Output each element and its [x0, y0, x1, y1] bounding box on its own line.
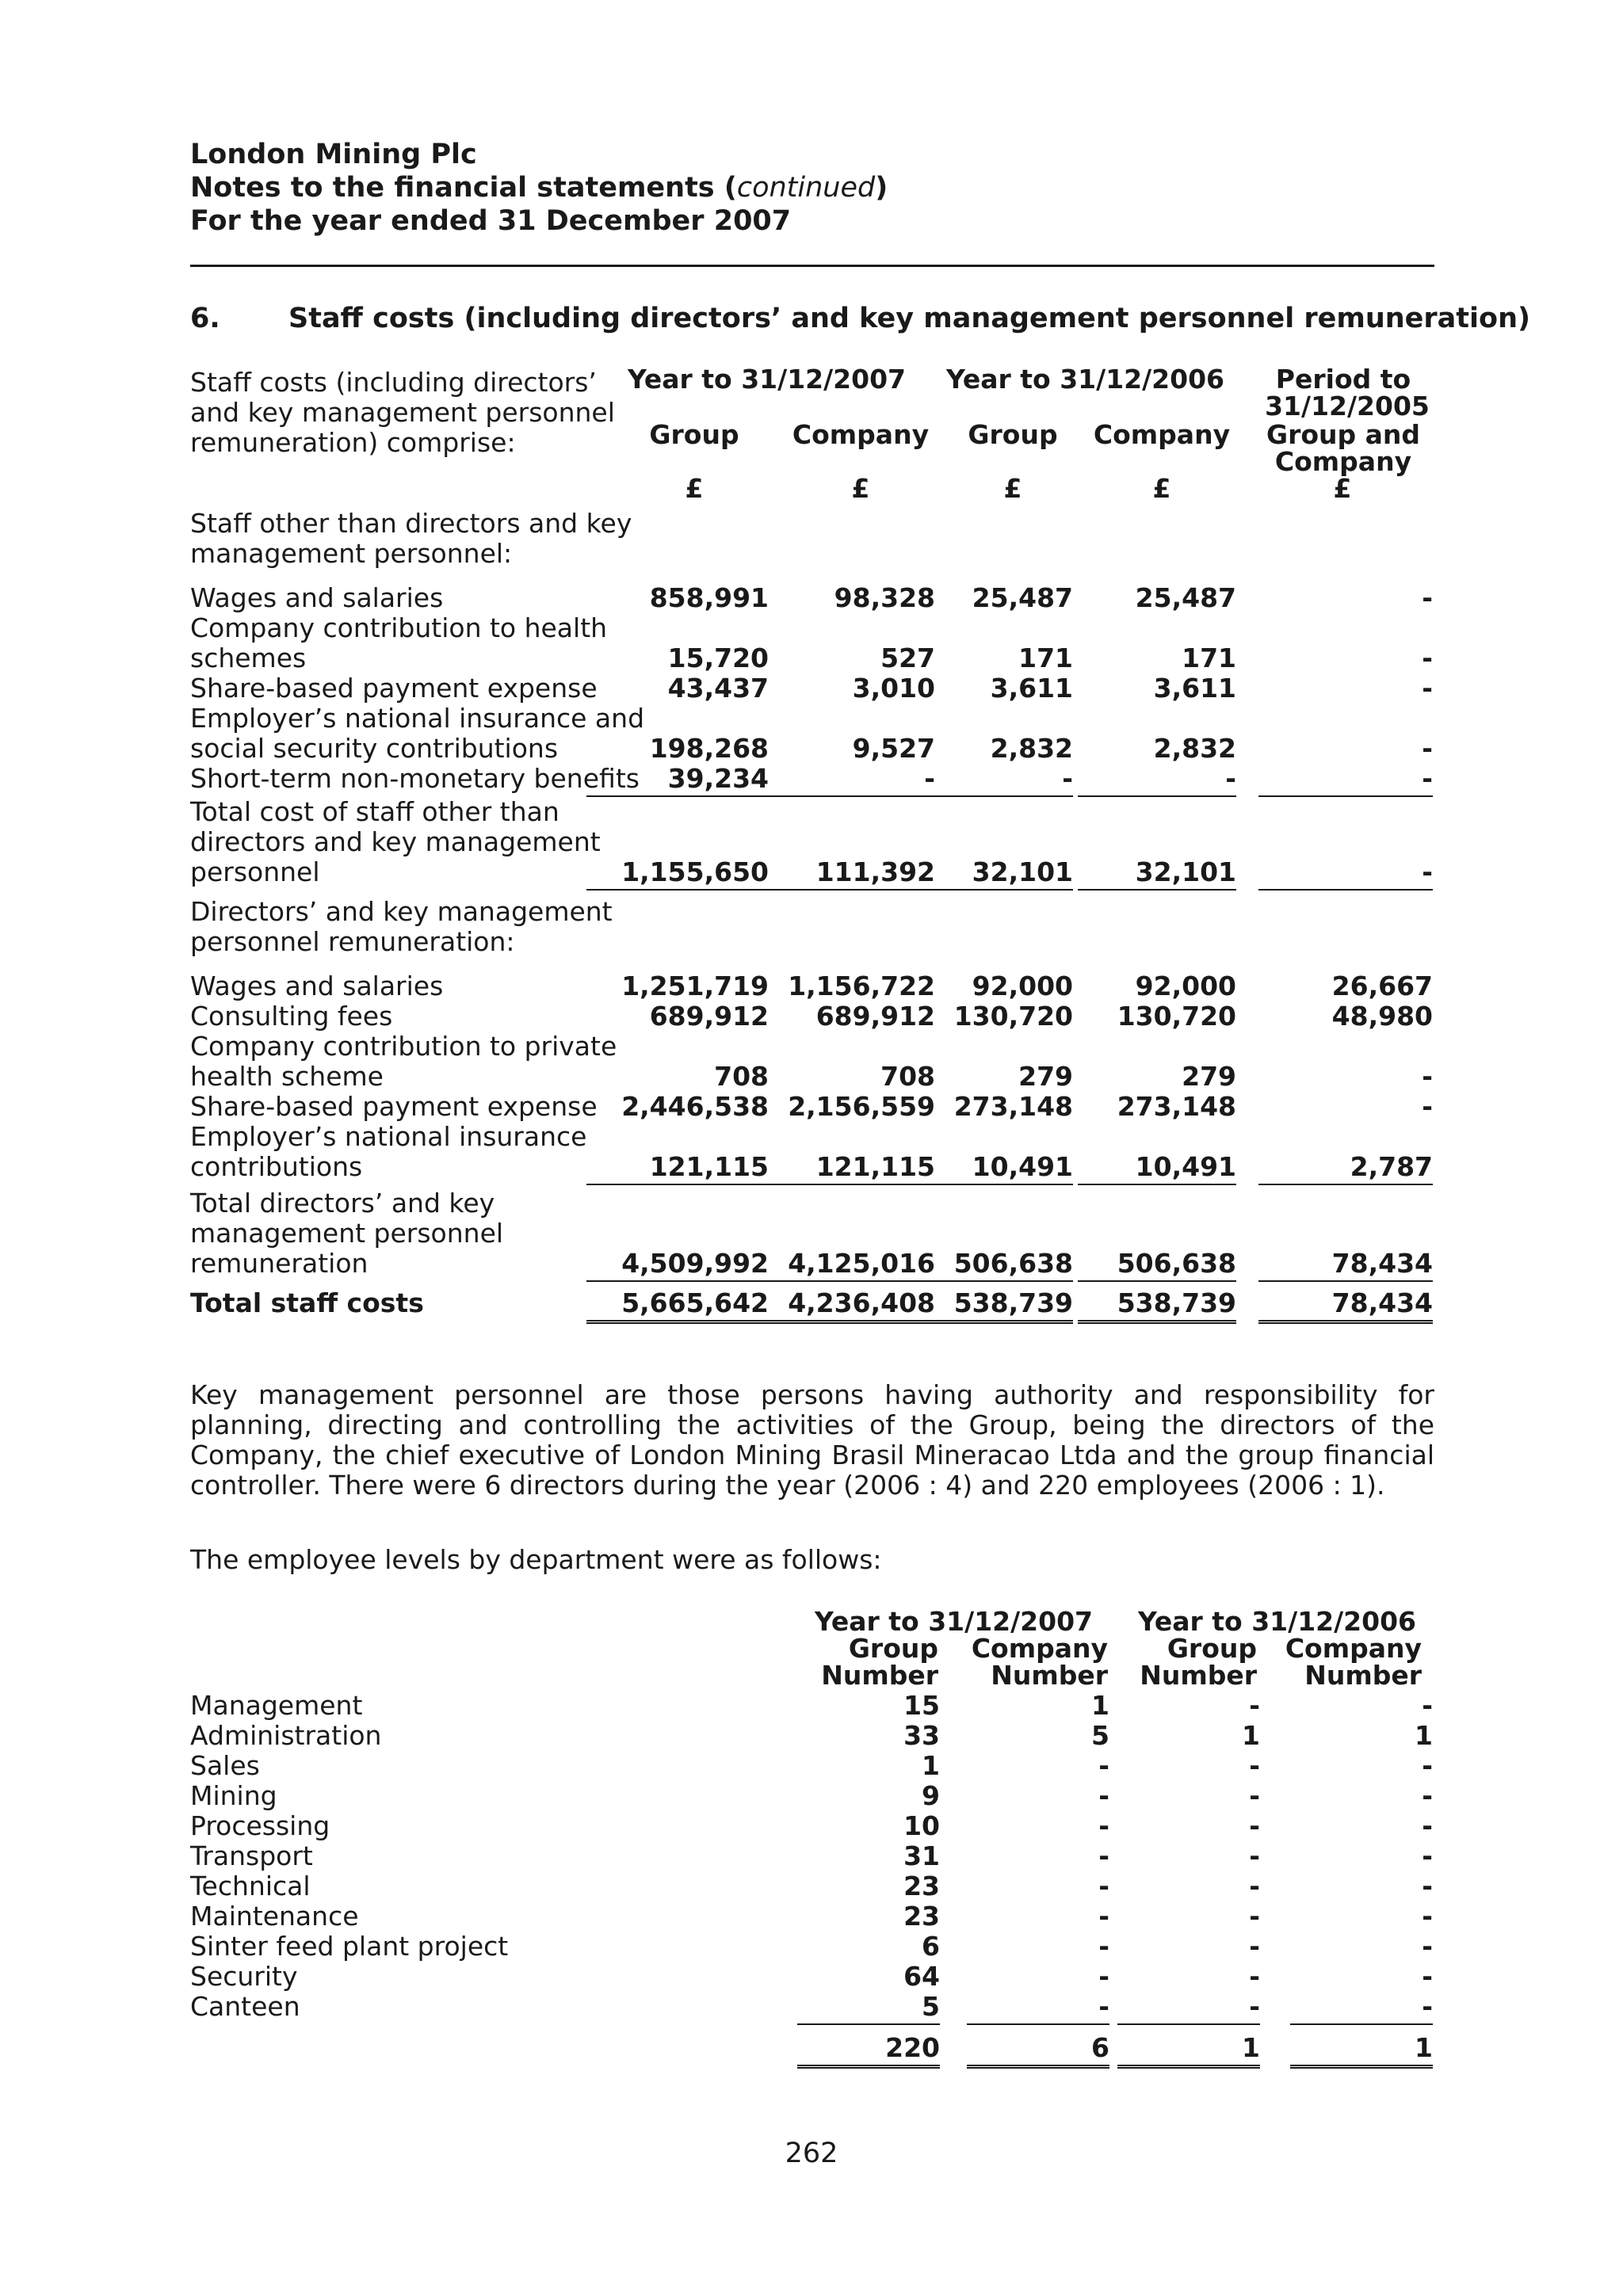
col-group-2006: Year to 31/12/2006	[946, 364, 1225, 395]
dept-value: -	[1098, 1871, 1109, 1901]
dept-value: -	[1249, 1840, 1260, 1871]
row-value: 273,148	[953, 1091, 1073, 1122]
row-label: Wages and salaries	[190, 971, 444, 1001]
row-value: 2,446,538	[621, 1091, 769, 1122]
row-value: 2,832	[990, 733, 1073, 764]
row-value: -	[1078, 764, 1236, 797]
row-value: 26,667	[1331, 971, 1433, 1001]
dept-value: -	[1249, 1750, 1260, 1781]
currency-label: £	[1152, 473, 1171, 504]
row-value: -	[761, 764, 935, 797]
row-label: contributions	[190, 1151, 363, 1182]
currency-label: £	[851, 473, 870, 504]
grand-total-label: Total staff costs	[190, 1287, 424, 1318]
dept-value: 15	[903, 1690, 940, 1721]
column-header-group-and: Group and	[1266, 419, 1421, 450]
dept-value: -	[1098, 1750, 1109, 1781]
row-value: 2,787	[1258, 1152, 1433, 1185]
row-value: 25,487	[1135, 582, 1236, 613]
row-value: 39,234	[586, 764, 769, 797]
row-value: 78,434	[1258, 1249, 1433, 1282]
employee-total: 220	[797, 2033, 940, 2069]
dept-value: -	[1249, 1810, 1260, 1841]
dept-label: Technical	[190, 1871, 311, 1901]
continued-label: continued	[736, 172, 876, 204]
row-value: -	[1258, 857, 1433, 891]
emp-col-sub: Number	[1304, 1660, 1422, 1691]
emp-group-2007: Year to 31/12/2007	[815, 1606, 1094, 1637]
col-group-2005-line1: Period to	[1275, 364, 1411, 395]
notes-title: Notes to the financial statements (continued)	[190, 172, 888, 204]
dept-value: -	[1422, 1750, 1433, 1781]
row-value: 130,720	[953, 1001, 1073, 1032]
dept-value: -	[1422, 1780, 1433, 1811]
period-title: For the year ended 31 December 2007	[190, 205, 792, 237]
column-header: Group	[968, 419, 1058, 450]
row-value: 538,739	[930, 1288, 1073, 1324]
row-value: 506,638	[930, 1249, 1073, 1282]
row-value: -	[1422, 673, 1433, 704]
subtotal-label: directors and key management	[190, 826, 601, 857]
row-value: 708	[880, 1061, 935, 1092]
header-divider	[190, 265, 1434, 267]
row-label: Company contribution to private	[190, 1031, 617, 1062]
dept-value: 33	[903, 1720, 940, 1751]
column-header: Company	[792, 419, 930, 450]
subtotal-label: Total directors’ and key	[190, 1188, 495, 1219]
row-value: 279	[1018, 1061, 1073, 1092]
currency-label: £	[685, 473, 704, 504]
row-value: 9,527	[852, 733, 935, 764]
dept-label: Maintenance	[190, 1901, 359, 1932]
col-group-2005-line2: 31/12/2005	[1265, 391, 1430, 421]
key-management-paragraph: Key management personnel are those persons having authority and responsibility for planning, directing and controlling the activities of the Group, being the directors of the Company, the chief executive of London Mining Brasil Mineracao Ltda and the group financial controller. There were 6 directors during the year (2006 : 4) and 220 employees (2006 : 1).	[190, 1379, 1434, 1501]
row-value: 3,010	[852, 673, 935, 704]
emp-col-sub: Number	[1140, 1660, 1257, 1691]
row-value: 32,101	[1078, 857, 1236, 891]
dept-value: -	[1422, 1901, 1433, 1932]
row-value: 43,437	[667, 673, 769, 704]
dept-value: -	[1249, 1961, 1260, 1992]
row-value: 121,115	[586, 1152, 769, 1185]
row-value: -	[1422, 1091, 1433, 1122]
row-label: Share-based payment expense	[190, 1091, 598, 1122]
emp-col-header: Group	[848, 1633, 938, 1664]
row-value: -	[1422, 643, 1433, 673]
row-label: social security contributions	[190, 733, 559, 764]
row-value: 4,125,016	[761, 1249, 935, 1282]
row-value: 2,832	[1153, 733, 1236, 764]
row-value: 506,638	[1078, 1249, 1236, 1282]
row-value: 2,156,559	[788, 1091, 935, 1122]
dept-value: 9	[922, 1780, 940, 1811]
row-value: -	[930, 764, 1073, 797]
column-header-company: Company	[1274, 446, 1412, 477]
dept-value: 6	[922, 1931, 940, 1962]
emp-col-header: Company	[1285, 1633, 1422, 1664]
dept-value: -	[1422, 1871, 1433, 1901]
column-header: Company	[1093, 419, 1231, 450]
page-number: 262	[785, 2138, 838, 2169]
section-number: 6.	[190, 303, 220, 334]
row-value: 130,720	[1117, 1001, 1236, 1032]
dept-value: -	[1098, 1931, 1109, 1962]
dept-value: -	[1249, 1871, 1260, 1901]
row-value: 279	[1182, 1061, 1236, 1092]
employee-total: 1	[1117, 2033, 1260, 2069]
row-value: 92,000	[972, 971, 1073, 1001]
dept-value: 31	[903, 1840, 940, 1871]
currency-label: £	[1333, 473, 1352, 504]
dept-value: 10	[903, 1810, 940, 1841]
row-value: 538,739	[1078, 1288, 1236, 1324]
row-value: 198,268	[649, 733, 769, 764]
column-header: Group	[649, 419, 739, 450]
staff-heading: Staff other than directors and key	[190, 508, 632, 539]
row-label: Employer’s national insurance	[190, 1121, 587, 1152]
row-value: -	[1422, 582, 1433, 613]
row-value: 527	[880, 643, 935, 673]
dept-value: 23	[903, 1871, 940, 1901]
row-value: 5,665,642	[586, 1288, 769, 1324]
dept-value: 1	[1415, 1720, 1433, 1751]
row-value: 1,156,722	[788, 971, 935, 1001]
dept-label: Processing	[190, 1810, 330, 1841]
subtotal-label: Total cost of staff other than	[190, 796, 559, 827]
subtotal-label: management personnel	[190, 1218, 504, 1249]
dept-value: -	[1249, 1690, 1260, 1721]
staff-heading: management personnel:	[190, 538, 513, 569]
row-label: Employer’s national insurance and	[190, 703, 645, 734]
row-value: 32,101	[930, 857, 1073, 891]
dept-value: -	[1098, 1780, 1109, 1811]
dept-value: -	[1098, 1810, 1109, 1841]
dept-label: Sinter feed plant project	[190, 1931, 509, 1962]
row-value: 1,251,719	[621, 971, 769, 1001]
employee-total: 6	[967, 2033, 1109, 2069]
employee-total: 1	[1290, 2033, 1433, 2069]
dept-value: 1	[1242, 1720, 1260, 1751]
dept-value: -	[967, 1992, 1109, 2025]
intro-line: Staff costs (including directors’	[190, 367, 597, 398]
dept-value: 23	[903, 1901, 940, 1932]
row-label: Short-term non-monetary benefits	[190, 763, 640, 794]
intro-line: remuneration) comprise:	[190, 427, 516, 458]
intro-line: and key management personnel	[190, 397, 615, 428]
row-label: schemes	[190, 643, 307, 673]
row-value: 3,611	[990, 673, 1073, 704]
dept-value: -	[1422, 1961, 1433, 1992]
row-label: Share-based payment expense	[190, 673, 598, 704]
directors-heading: Directors’ and key management	[190, 896, 613, 927]
dept-label: Transport	[190, 1840, 313, 1871]
page-header	[190, 138, 888, 238]
row-value: 1,155,650	[586, 857, 769, 891]
row-value: 48,980	[1331, 1001, 1433, 1032]
dept-value: -	[1422, 1931, 1433, 1962]
dept-value: -	[1290, 1992, 1433, 2025]
dept-label: Mining	[190, 1780, 277, 1811]
row-value: 10,491	[930, 1152, 1073, 1185]
row-value: -	[1258, 764, 1433, 797]
dept-value: -	[1117, 1992, 1260, 2025]
row-value: 171	[1018, 643, 1073, 673]
row-value: 10,491	[1078, 1152, 1236, 1185]
row-value: 3,611	[1153, 673, 1236, 704]
row-value: 858,991	[649, 582, 769, 613]
dept-value: 1	[922, 1750, 940, 1781]
dept-value: -	[1249, 1780, 1260, 1811]
currency-label: £	[1003, 473, 1022, 504]
row-value: 25,487	[972, 582, 1073, 613]
subtotal-label: remuneration	[190, 1248, 369, 1279]
dept-value: -	[1249, 1931, 1260, 1962]
row-value: 78,434	[1258, 1288, 1433, 1324]
company-name: London Mining Plc	[190, 139, 477, 170]
row-value: 111,392	[761, 857, 935, 891]
dept-value: 5	[1091, 1720, 1109, 1751]
row-value: 689,912	[815, 1001, 935, 1032]
dept-value: -	[1098, 1901, 1109, 1932]
dept-label: Management	[190, 1690, 363, 1721]
col-group-2007: Year to 31/12/2007	[628, 364, 907, 395]
employee-intro: The employee levels by department were as follows:	[190, 1544, 882, 1575]
row-value: 689,912	[649, 1001, 769, 1032]
dept-label: Security	[190, 1961, 298, 1992]
row-value: -	[1422, 733, 1433, 764]
subtotal-label: personnel	[190, 856, 320, 887]
row-value: 4,236,408	[761, 1288, 935, 1324]
dept-value: -	[1249, 1901, 1260, 1932]
dept-label: Canteen	[190, 1991, 300, 2022]
emp-col-sub: Number	[991, 1660, 1108, 1691]
dept-label: Administration	[190, 1720, 382, 1751]
dept-label: Sales	[190, 1750, 260, 1781]
dept-value: -	[1422, 1690, 1433, 1721]
emp-col-sub: Number	[821, 1660, 938, 1691]
row-value: 121,115	[761, 1152, 935, 1185]
row-label: Consulting fees	[190, 1001, 393, 1032]
row-value: 15,720	[667, 643, 769, 673]
dept-value: -	[1422, 1810, 1433, 1841]
dept-value: 5	[797, 1992, 940, 2025]
dept-value: 64	[903, 1961, 940, 1992]
section-title: Staff costs (including directors’ and key management personnel remuneration)	[288, 303, 1530, 334]
row-value: 171	[1182, 643, 1236, 673]
emp-col-header: Company	[971, 1633, 1108, 1664]
directors-heading: personnel remuneration:	[190, 926, 515, 957]
row-value: 98,328	[834, 582, 935, 613]
row-value: 273,148	[1117, 1091, 1236, 1122]
emp-col-header: Group	[1167, 1633, 1257, 1664]
row-value: -	[1422, 1061, 1433, 1092]
row-label: Company contribution to health	[190, 612, 608, 643]
row-label: health scheme	[190, 1061, 384, 1092]
dept-value: 1	[1091, 1690, 1109, 1721]
row-value: 4,509,992	[586, 1249, 769, 1282]
row-value: 708	[714, 1061, 769, 1092]
dept-value: -	[1098, 1961, 1109, 1992]
row-label: Wages and salaries	[190, 582, 444, 613]
dept-value: -	[1098, 1840, 1109, 1871]
emp-group-2006: Year to 31/12/2006	[1138, 1606, 1417, 1637]
dept-value: -	[1422, 1840, 1433, 1871]
row-value: 92,000	[1135, 971, 1236, 1001]
